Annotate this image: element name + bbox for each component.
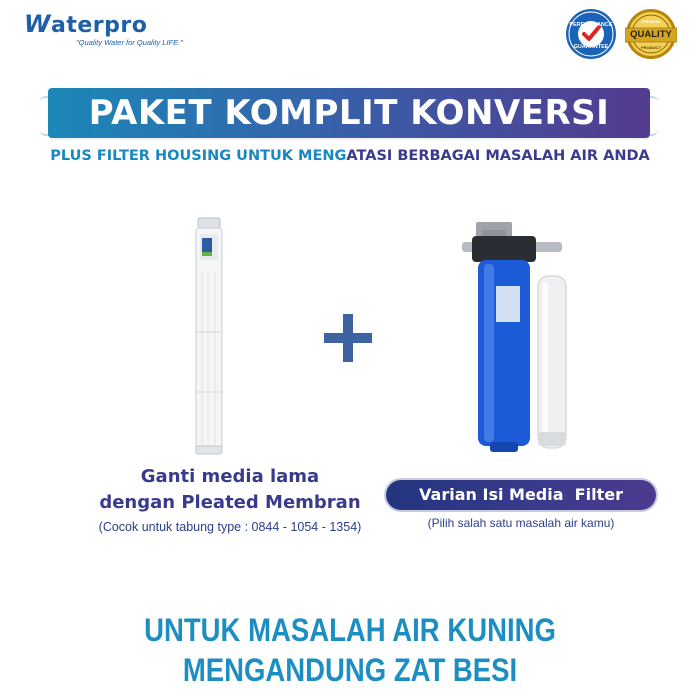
subtitle-part-2: ATASI BERBAGAI MASALAH AIR ANDA	[346, 148, 650, 164]
brand-logo	[24, 10, 194, 50]
plus-icon	[320, 310, 376, 366]
logo-rest: aterpro	[50, 13, 148, 38]
logo-initial: W	[24, 10, 51, 38]
guarantee-seal-icon	[565, 8, 617, 60]
performance-guarantee-badge	[565, 8, 617, 60]
left-caption-line-2: dengan Pleated Membran	[99, 492, 361, 513]
left-compatibility-note: (Cocok untuk tabung type : 0844 - 1054 - 1354)	[98, 520, 362, 534]
badge-guarantee-label: GUARANTEE	[573, 44, 609, 50]
badge-performance-label: PERFORMANCE	[569, 22, 613, 28]
badge-premium-label: PREMIUM	[641, 19, 661, 24]
badge-product-label: PRODUCT	[641, 45, 661, 50]
logo-wordmark	[24, 10, 147, 38]
logo-tagline: "Quality Water for Quality LIFE."	[76, 38, 183, 47]
bottom-headline-line-2: MENGANDUNG ZAT BESI	[182, 652, 518, 688]
subtitle-part-1: PLUS FILTER HOUSING UNTUK MENG	[50, 148, 347, 164]
badge-quality-label: QUALITY	[630, 29, 672, 40]
left-caption-line-1: Ganti media lama	[140, 466, 320, 487]
media-variant-label: Varian Isi Media Filter	[419, 485, 623, 504]
bottom-headline-line-1: UNTUK MASALAH AIR KUNING	[144, 612, 556, 648]
page-title: PAKET KOMPLIT KONVERSI	[88, 93, 610, 133]
filter-cartridge-image	[532, 272, 572, 452]
pleated-membrane-image	[188, 212, 228, 460]
subtitle	[0, 148, 700, 164]
right-selection-note: (Pilih salah satu masalah air kamu)	[427, 516, 615, 530]
premium-quality-badge	[625, 8, 677, 60]
